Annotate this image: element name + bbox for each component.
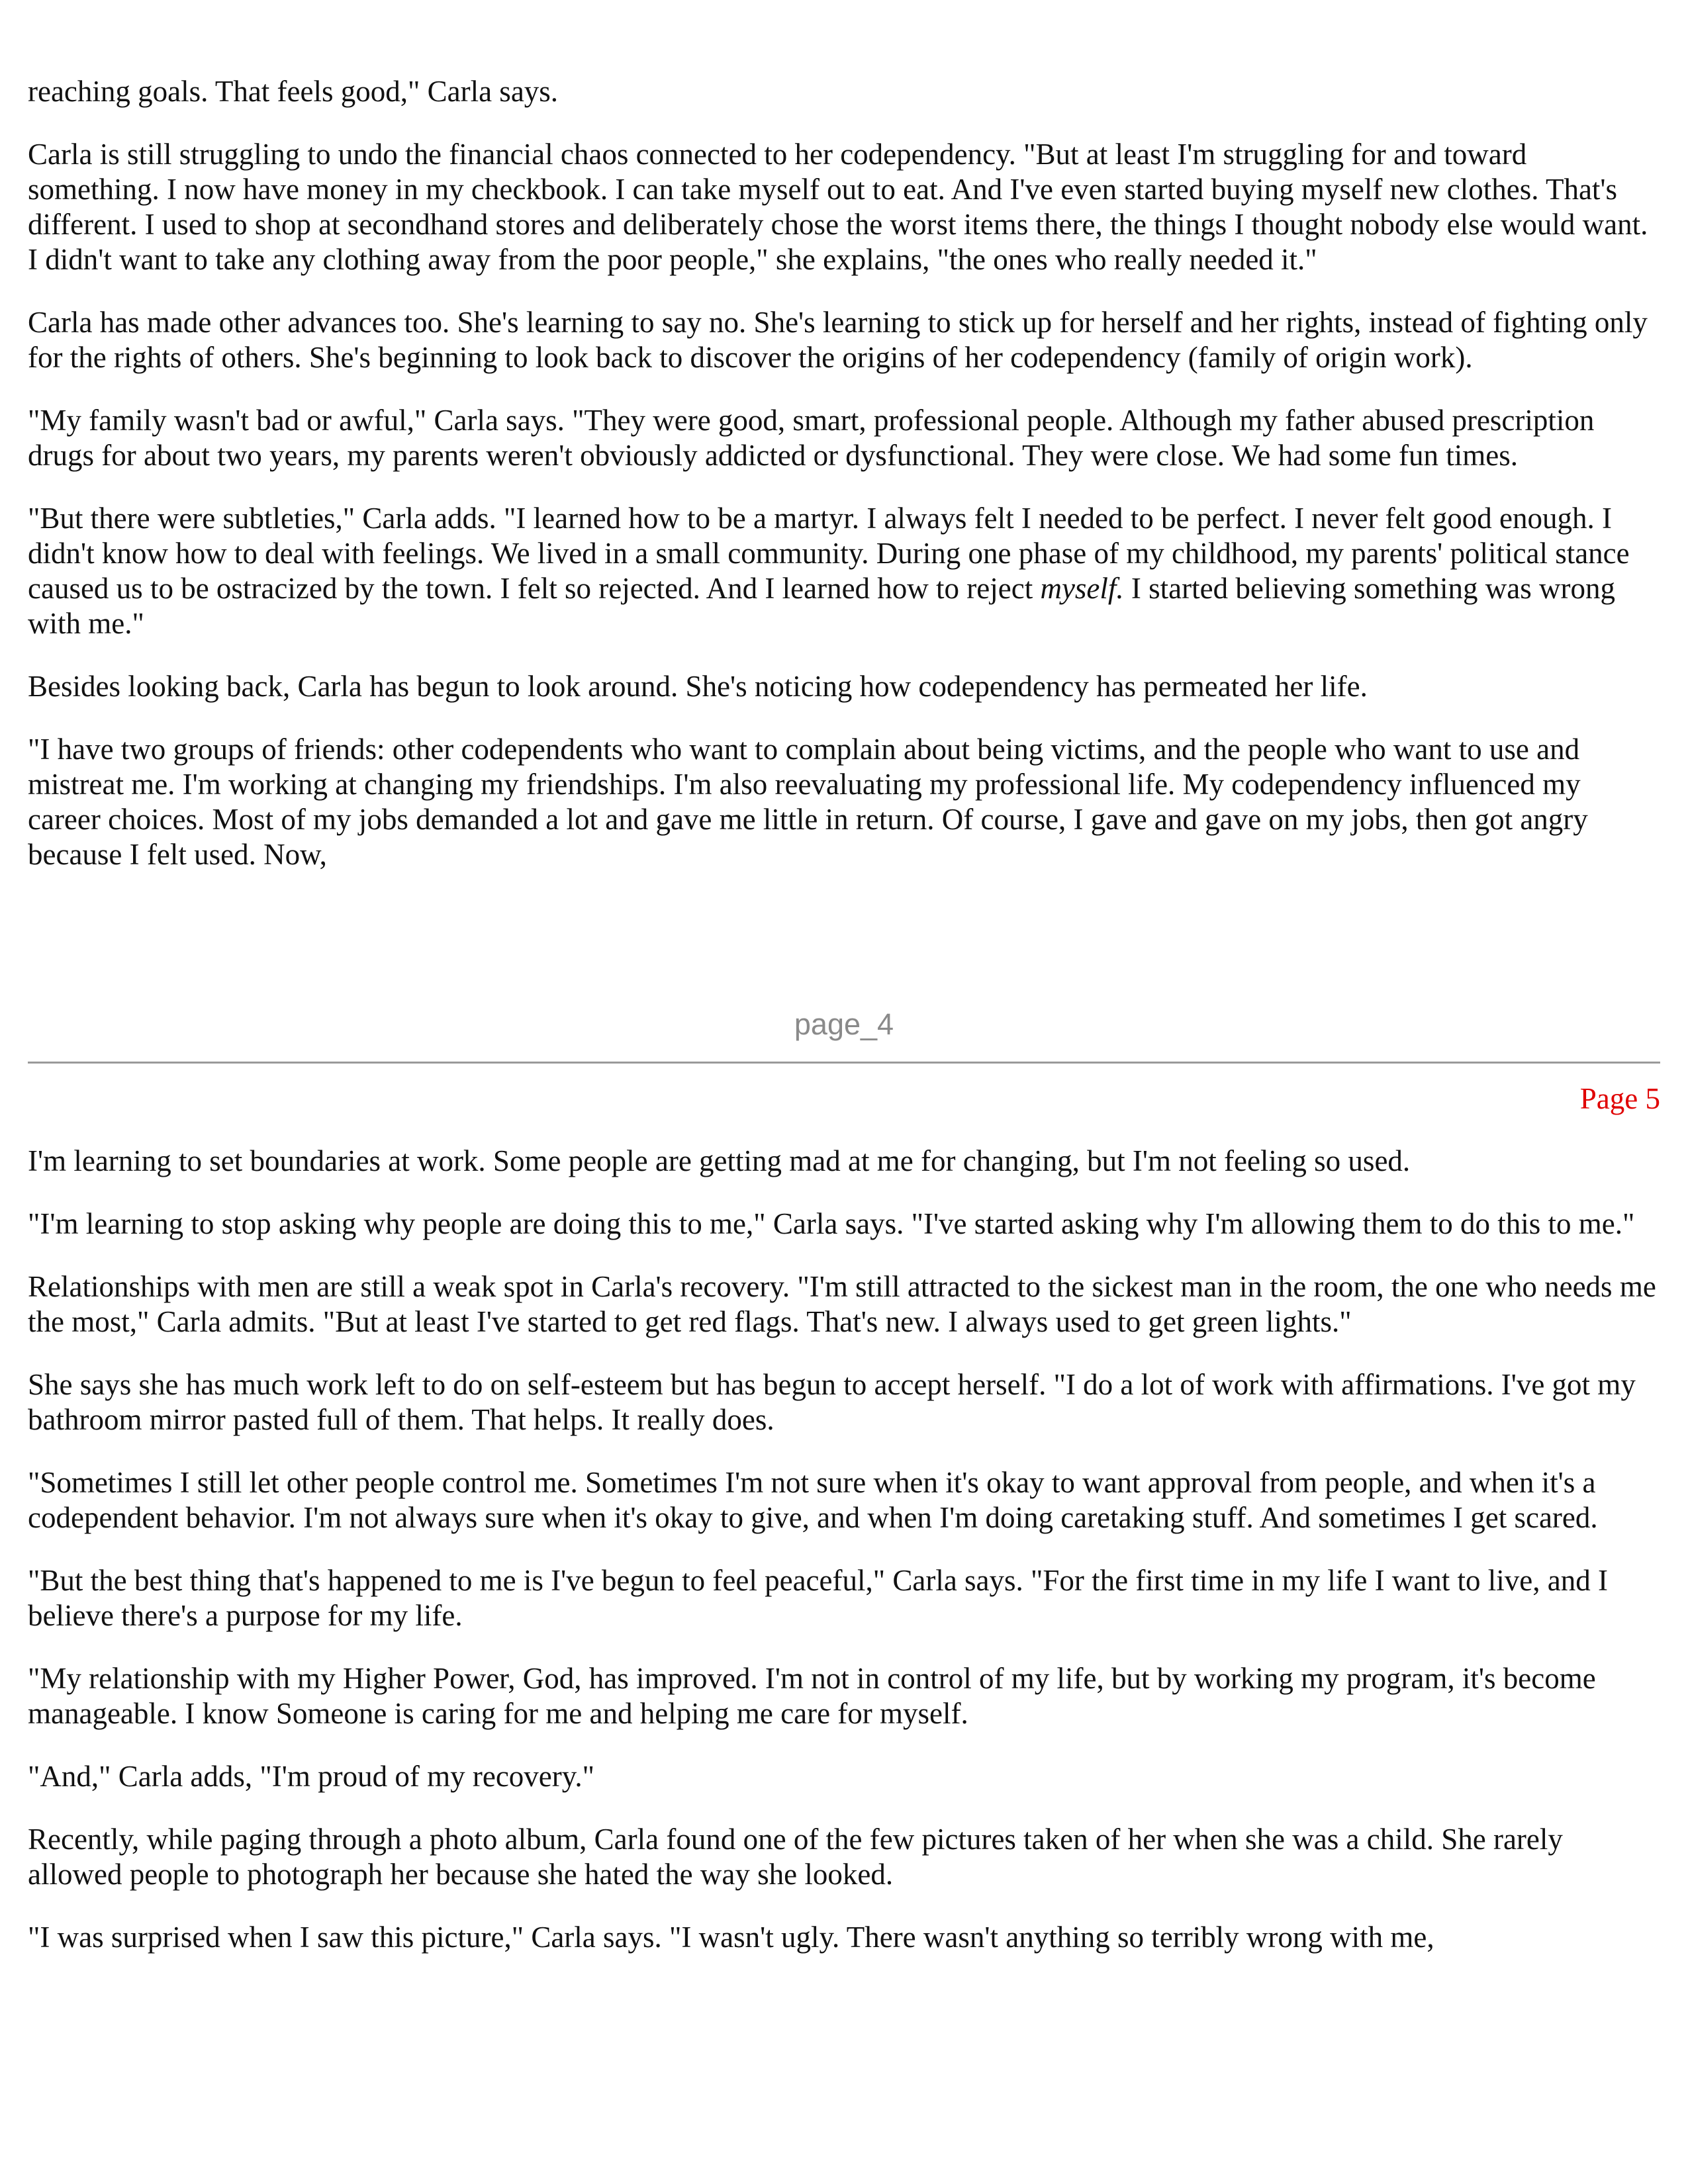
paragraph: "I'm learning to stop asking why people are doing this to me," Carla says. "I've started asking why I'm allowing them to do this to me." [28,1207,1635,1240]
paragraph-text: "But there were subtleties," Carla adds. "I learned how to be a martyr. I always felt I needed to be perfect. I never felt good enough. I didn't know how to deal with feelings. We lived in a small community. During one phase of my childhood, my parents' political stance caused us to be ostracized by the town. I felt so rejected. And I learned how to reject [28,502,1630,605]
page-5-body [28,1144,1660,1983]
paragraph: Carla has made other advances too. She's learning to say no. She's learning to stick up for herself and her rights, instead of fighting only for the rights of others. She's beginning to look back to discover the origins of her codependency (family of origin work). [28,306,1648,374]
paragraph [28,501,1660,641]
emphasis-text: myself. [1040,572,1124,605]
paragraph: "I was surprised when I saw this picture," Carla says. "I wasn't ugly. There wasn't anything so terribly wrong with me, [28,1921,1434,1954]
page-4-body [28,74,1660,900]
page-divider [28,1062,1660,1064]
paragraph: Besides looking back, Carla has begun to look around. She's noticing how codependency has permeated her life. [28,670,1368,703]
paragraph: "My family wasn't bad or awful," Carla says. "They were good, smart, professional people. Although my father abused prescription drugs for about two years, my parents weren't obviously addicted or dysfunctional. They were close. We had some fun times. [28,404,1595,472]
paragraph: reaching goals. That feels good," Carla says. [28,75,559,108]
paragraph: "Sometimes I still let other people control me. Sometimes I'm not sure when it's okay to want approval from people, and when it's a codependent behavior. I'm not always sure when it's okay to give, and when I'm doing caretaking stuff. And sometimes I get scared. [28,1466,1598,1534]
paragraph: "And," Carla adds, "I'm proud of my recovery." [28,1760,594,1793]
paragraph: "I have two groups of friends: other codependents who want to complain about being victims, and the people who want to use and mistreat me. I'm working at changing my friendships. I'm also reevaluating my professional life. My codependency influenced my career choices. Most of my jobs demanded a lot and gave me little in return. Of course, I gave and gave on my jobs, then got angry because I felt used. Now, [28,733,1588,871]
paragraph: Recently, while paging through a photo album, Carla found one of the few pictures taken of her when she was a child. She rarely allowed people to photograph her because she hated the way she looked. [28,1823,1563,1891]
paragraph: Carla is still struggling to undo the financial chaos connected to her codependency. "But at least I'm struggling for and toward something. I now have money in my checkbook. I can take myself out to eat. And I've even started buying myself new clothes. That's different. I used to shop at secondhand stores and deliberately chose the worst items there, the things I thought nobody else would want. I didn't want to take any clothing away from the poor people," she explains, "the ones who really needed it." [28,138,1648,276]
paragraph-text: I started believing something was wrong with me." [28,572,1616,640]
paragraph: "My relationship with my Higher Power, God, has improved. I'm not in control of my life, but by working my program, it's become manageable. I know Someone is caring for me and helping me care for myself. [28,1662,1596,1730]
page-number: Page 5 [1579,1082,1660,1115]
paragraph: Relationships with men are still a weak spot in Carla's recovery. "I'm still attracted to the sickest man in the room, the one who needs me the most," Carla admits. "But at least I've started to get red flags. That's new. I always used to get green lights." [28,1270,1656,1338]
page-footer-label: page_4 [794,1007,894,1041]
paragraph: "But the best thing that's happened to me is I've begun to feel peaceful," Carla says. "For the first time in my life I want to live, and I believe there's a purpose for my life. [28,1564,1608,1632]
paragraph: I'm learning to set boundaries at work. Some people are getting mad at me for changing, but I'm not feeling so used. [28,1144,1411,1177]
paragraph: She says she has much work left to do on self-esteem but has begun to accept herself. "I do a lot of work with affirmations. I've got my bathroom mirror pasted full of them. That helps. It really does. [28,1368,1636,1436]
